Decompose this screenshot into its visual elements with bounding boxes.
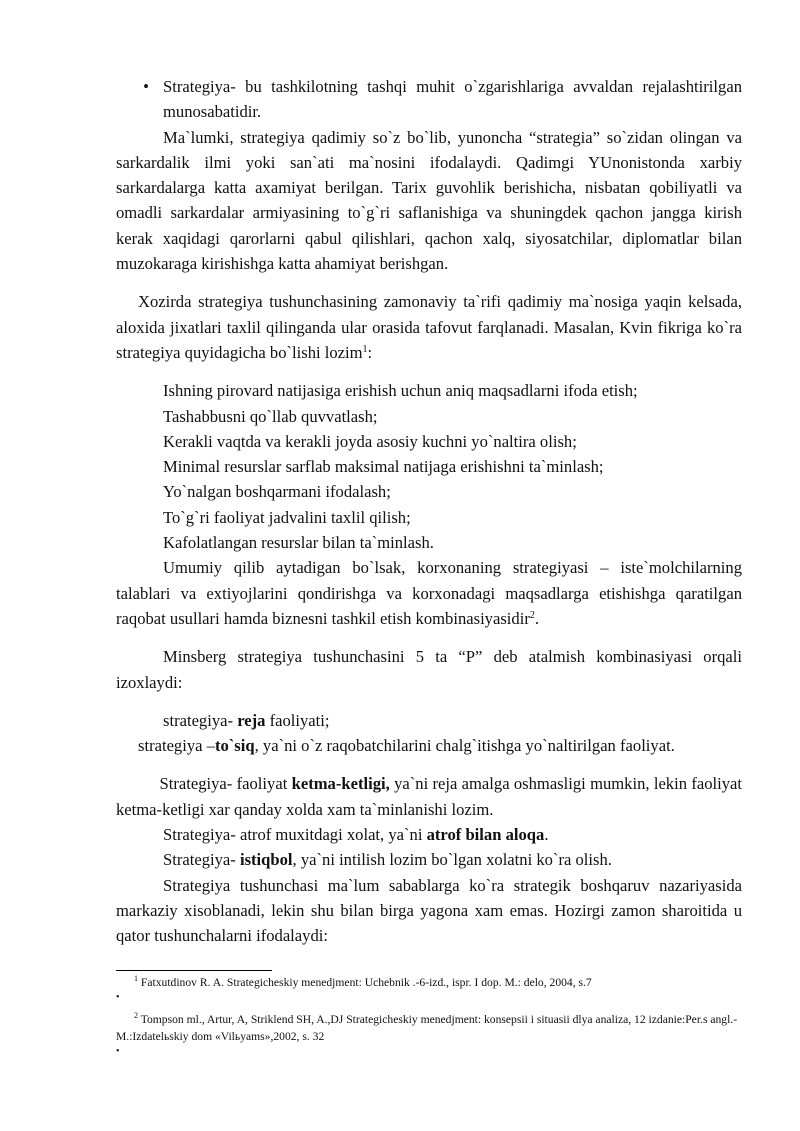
p-item-plan: strategiya- reja faoliyati;	[163, 710, 330, 730]
list-item: Kerakli vaqtda va kerakli joyda asosiy kuchni yo`naltira olish;	[163, 431, 577, 451]
footnote-separator	[116, 970, 272, 971]
bullet-text: Strategiya- bu tashkilotning tashqi muhit o`zgarishlariga avvaldan rejalashtirilgan munosabatidir.	[163, 77, 742, 122]
footnote-bullet: •	[116, 992, 120, 1003]
paragraph-strategy-origin: Ma`lumki, strategiya qadimiy so`z bo`lib, yunoncha “strategia” so`zidan olingan va sarkardalik ilmi yoki san`ati ma`nosini ifodalaydi. Qadimgi YUnonistonda xarbiy sarkardalarga katta axamiyat berilgan. Tarix guvohlik berishicha, nisbatan qobiliyatli va omadli sarkardalar armiyasining to`g`ri saflanishiga va shuningdek qachon jangga kirish kerak xaqidagi qarorlarni qabul qilishlari, qachon xalq, siyosatchilar, diplomatlar bilan muzokaraga kirishishga katta ahamiyat berishgan.	[116, 127, 742, 274]
footnote-2: $^2$ Tompson ml., Artur, A, Striklend SH, A.,DJ Strategicheskiy menedjment: konsepsii i situasii dlya analiza, 12 izdanie:Per.s angl.-M.:Izdatelьskiy dom «Vilьyams»,2002, s. 32	[116, 1011, 738, 1043]
paragraph-concepts: Strategiya tushunchasi ma`lum sabablarga ko`ra strategik boshqaruv nazariyasida markaziy xisoblanadi, lekin shu bilan birga yagona xam emas. Hozirgi zamon sharoitida u qator tushunchalarni ifodalaydi:	[116, 875, 742, 946]
p-item-pattern: Strategiya- faoliyat ketma-ketligi, ya`ni reja amalga oshmasligi mumkin, lekin faoliyat ketma-ketligi xar qanday xolda xam ta`minlanishi lozim.	[116, 774, 742, 819]
footnote-ref[interactable]: 2	[529, 609, 535, 621]
paragraph-summary: Umumiy qilib aytadigan bo`lsak, korxonaning strategiyasi – iste`molchilarning talablari va extiyojlarini qondirishga va korxonadagi maqsadlarga etishishga qaratilgan raqobat usullari hamda biznesni tashkil etish kombinasiyasidir$^2$.	[116, 558, 742, 628]
footnote-bullet: •	[116, 1046, 120, 1057]
list-item: Ishning pirovard natijasiga erishish uchun aniq maqsadlarni ifoda etish;	[163, 381, 638, 401]
paragraph-modern-definition: Xozirda strategiya tushunchasining zamonaviy ta`rifi qadimiy ma`nosiga yaqin kelsada, aloxida jixatlari taxlil qilinganda ular orasida tafovut farqlanadi. Masalan, Kvin fikriga ko`ra strategiya quyidagicha bo`lishi lozim$^1$:	[116, 292, 742, 362]
p-item-perspective: Strategiya- istiqbol, ya`ni intilish lozim bo`lgan xolatni ko`ra olish.	[163, 850, 612, 870]
footnotes	[116, 970, 742, 1061]
list-item: Minimal resurslar sarflab maksimal natijaga erishishni ta`minlash;	[163, 457, 604, 477]
p-item-position: Strategiya- atrof muxitdagi xolat, ya`ni atrof bilan aloqa.	[163, 825, 549, 845]
quinn-list	[116, 378, 742, 555]
paragraph-minsberg: Minsberg strategiya tushunchasini 5 ta “P” deb atalmish kombinasiyasi orqali izoxlaydi:	[116, 647, 742, 692]
list-item: Tashabbusni qo`llab quvvatlash;	[163, 406, 378, 426]
bullet-item	[116, 74, 742, 125]
bullet-marker: •	[143, 77, 149, 96]
footnote-ref[interactable]: 1	[362, 343, 368, 355]
p-item-ploy: strategiya –to`siq, ya`ni o`z raqobatchilarini chalg`itishga yo`naltirilgan faoliyat.	[138, 736, 675, 756]
list-item: To`g`ri faoliyat jadvalini taxlil qilish;	[163, 507, 411, 527]
footnote-1: $^1$ Fatxutdinov R. A. Strategicheskiy menedjment: Uchebnik .-6-izd., ispr. I dop. M.: delo, 2004, s.7	[134, 974, 592, 989]
list-item: Kafolatlangan resurslar bilan ta`minlash.	[163, 533, 434, 553]
main-text	[116, 74, 742, 949]
list-item: Yo`nalgan boshqarmani ifodalash;	[163, 482, 391, 502]
